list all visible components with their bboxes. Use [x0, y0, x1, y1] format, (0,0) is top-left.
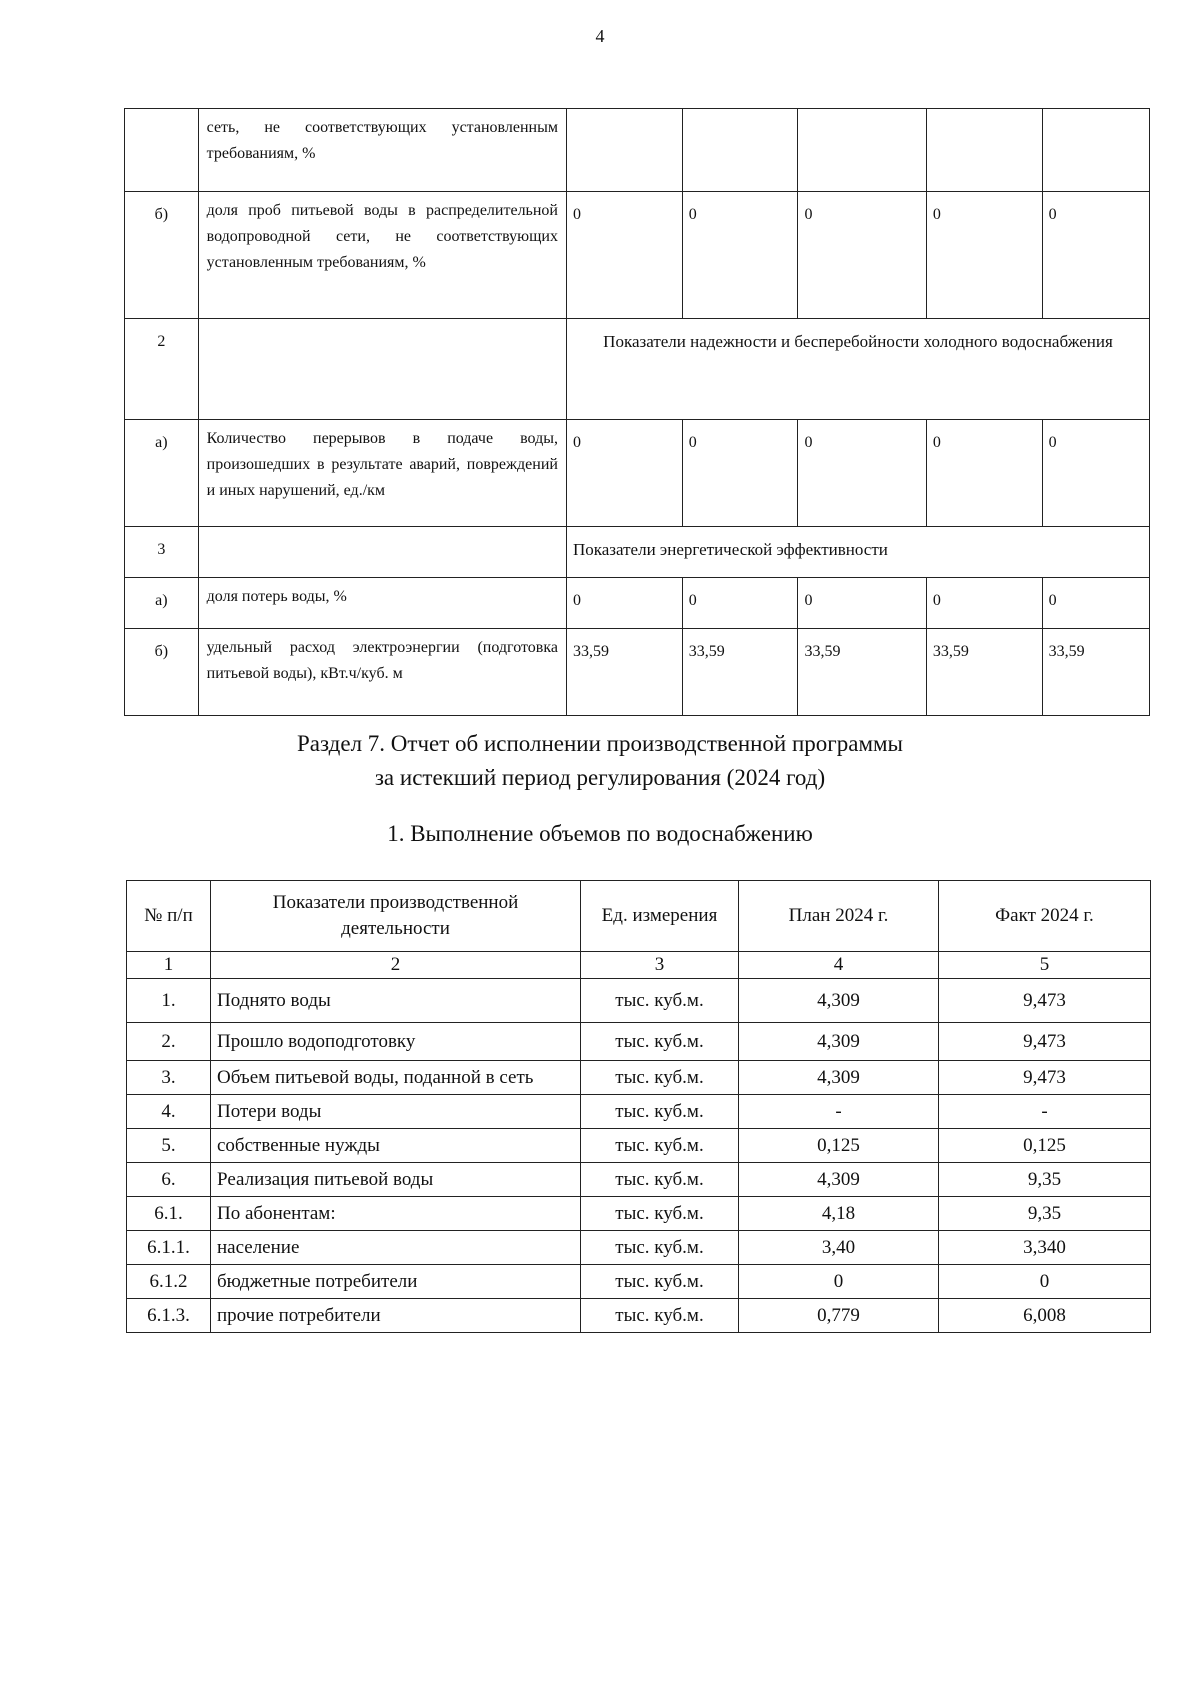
- row-description: доля проб питьевой воды в распределительной водопроводной сети, не соответствующих установленным требованиям, %: [198, 192, 566, 319]
- column-number-row: [127, 952, 1151, 979]
- row-name: население: [211, 1231, 581, 1265]
- table-row: [127, 1061, 1151, 1095]
- row-fact: 6,008: [939, 1299, 1151, 1333]
- column-number: 5: [939, 952, 1151, 979]
- row-description: удельный расход электроэнергии (подготовка питьевой воды), кВт.ч/куб. м: [198, 629, 566, 716]
- table-row: [125, 319, 1150, 420]
- row-plan: 0,779: [739, 1299, 939, 1333]
- table-row: [127, 1231, 1151, 1265]
- row-number: 3.: [127, 1061, 211, 1095]
- row-number: 6.1.2: [127, 1265, 211, 1299]
- value-cell: 0: [682, 578, 798, 629]
- table-row: [125, 192, 1150, 319]
- value-cell: [926, 109, 1042, 192]
- column-number: 4: [739, 952, 939, 979]
- section-title: Показатели надежности и бесперебойности холодного водоснабжения: [566, 319, 1149, 420]
- row-number: 5.: [127, 1129, 211, 1163]
- row-number: а): [125, 420, 199, 527]
- value-cell: 33,59: [682, 629, 798, 716]
- table-row: [127, 1163, 1151, 1197]
- header-cell: Факт 2024 г.: [939, 881, 1151, 952]
- value-cell: 0: [566, 420, 682, 527]
- value-cell: 0: [682, 192, 798, 319]
- row-unit: тыс. куб.м.: [581, 1265, 739, 1299]
- row-unit: тыс. куб.м.: [581, 1163, 739, 1197]
- row-name: Прошло водоподготовку: [211, 1023, 581, 1061]
- column-number: 1: [127, 952, 211, 979]
- table-row: [125, 420, 1150, 527]
- table-row: [125, 527, 1150, 578]
- row-unit: тыс. куб.м.: [581, 1061, 739, 1095]
- row-number: б): [125, 192, 199, 319]
- row-unit: тыс. куб.м.: [581, 979, 739, 1023]
- empty-cell: [198, 527, 566, 578]
- value-cell: 0: [566, 578, 682, 629]
- section-heading-line1: Раздел 7. Отчет об исполнении производственной программы: [296, 731, 904, 756]
- table-row: [127, 1299, 1151, 1333]
- value-cell: 33,59: [1042, 629, 1149, 716]
- value-cell: 0: [798, 420, 926, 527]
- row-fact: 0: [939, 1265, 1151, 1299]
- table-row: [125, 109, 1150, 192]
- row-number: 6.1.: [127, 1197, 211, 1231]
- row-plan: 3,40: [739, 1231, 939, 1265]
- row-number: 2.: [127, 1023, 211, 1061]
- empty-cell: [198, 319, 566, 420]
- header-cell: Ед. измерения: [581, 881, 739, 952]
- table-row: [127, 1197, 1151, 1231]
- row-fact: 9,35: [939, 1197, 1151, 1231]
- row-plan: 4,309: [739, 979, 939, 1023]
- row-name: Реализация питьевой воды: [211, 1163, 581, 1197]
- row-unit: тыс. куб.м.: [581, 1231, 739, 1265]
- row-fact: 9,35: [939, 1163, 1151, 1197]
- row-unit: тыс. куб.м.: [581, 1299, 739, 1333]
- row-number: 2: [125, 319, 199, 420]
- row-fact: 3,340: [939, 1231, 1151, 1265]
- table-row: [127, 1129, 1151, 1163]
- column-number: 3: [581, 952, 739, 979]
- header-row: [127, 881, 1151, 952]
- section-title: Показатели энергетической эффективности: [566, 527, 1149, 578]
- value-cell: [566, 109, 682, 192]
- row-description: Количество перерывов в подаче воды, произошедших в результате аварий, повреждений и иных нарушений, ед./км: [198, 420, 566, 527]
- value-cell: 0: [926, 420, 1042, 527]
- row-fact: -: [939, 1095, 1151, 1129]
- value-cell: 0: [798, 578, 926, 629]
- header-cell: План 2024 г.: [739, 881, 939, 952]
- row-name: собственные нужды: [211, 1129, 581, 1163]
- row-number: [125, 109, 199, 192]
- row-unit: тыс. куб.м.: [581, 1023, 739, 1061]
- value-cell: 0: [682, 420, 798, 527]
- value-cell: 0: [926, 578, 1042, 629]
- row-plan: -: [739, 1095, 939, 1129]
- row-fact: 9,473: [939, 979, 1151, 1023]
- table-row: [127, 1023, 1151, 1061]
- table-row: [125, 629, 1150, 716]
- row-name: бюджетные потребители: [211, 1265, 581, 1299]
- value-cell: 33,59: [926, 629, 1042, 716]
- row-number: 6.1.1.: [127, 1231, 211, 1265]
- row-number: 3: [125, 527, 199, 578]
- row-unit: тыс. куб.м.: [581, 1197, 739, 1231]
- value-cell: 0: [566, 192, 682, 319]
- table-row: [127, 979, 1151, 1023]
- water-supply-table: [126, 880, 1151, 1333]
- row-plan: 0: [739, 1265, 939, 1299]
- row-number: 4.: [127, 1095, 211, 1129]
- row-name: Объем питьевой воды, поданной в сеть: [211, 1061, 581, 1095]
- subheading: 1. Выполнение объемов по водоснабжению: [387, 821, 813, 846]
- row-name: По абонентам:: [211, 1197, 581, 1231]
- row-description: доля потерь воды, %: [198, 578, 566, 629]
- value-cell: 33,59: [798, 629, 926, 716]
- header-cell: Показатели производственной деятельности: [211, 881, 581, 952]
- value-cell: 0: [926, 192, 1042, 319]
- value-cell: 0: [1042, 420, 1149, 527]
- page-number: 4: [595, 26, 605, 46]
- row-number: 1.: [127, 979, 211, 1023]
- row-number: а): [125, 578, 199, 629]
- value-cell: 0: [1042, 578, 1149, 629]
- value-cell: [1042, 109, 1149, 192]
- indicators-table: [124, 108, 1150, 716]
- row-number: 6.: [127, 1163, 211, 1197]
- row-plan: 4,309: [739, 1023, 939, 1061]
- row-number: б): [125, 629, 199, 716]
- row-plan: 4,309: [739, 1163, 939, 1197]
- row-plan: 0,125: [739, 1129, 939, 1163]
- table-row: [127, 1095, 1151, 1129]
- row-fact: 9,473: [939, 1023, 1151, 1061]
- row-name: Потери воды: [211, 1095, 581, 1129]
- row-description: сеть, не соответствующих установленным требованиям, %: [198, 109, 566, 192]
- value-cell: 0: [1042, 192, 1149, 319]
- row-number: 6.1.3.: [127, 1299, 211, 1333]
- value-cell: [682, 109, 798, 192]
- row-unit: тыс. куб.м.: [581, 1095, 739, 1129]
- row-unit: тыс. куб.м.: [581, 1129, 739, 1163]
- section-heading-line2: за истекший период регулирования (2024 год): [374, 765, 826, 790]
- row-plan: 4,309: [739, 1061, 939, 1095]
- column-number: 2: [211, 952, 581, 979]
- header-cell: № п/п: [127, 881, 211, 952]
- table-row: [127, 1265, 1151, 1299]
- row-name: Поднято воды: [211, 979, 581, 1023]
- value-cell: [798, 109, 926, 192]
- row-fact: 0,125: [939, 1129, 1151, 1163]
- value-cell: 33,59: [566, 629, 682, 716]
- table-row: [125, 578, 1150, 629]
- row-name: прочие потребители: [211, 1299, 581, 1333]
- value-cell: 0: [798, 192, 926, 319]
- row-fact: 9,473: [939, 1061, 1151, 1095]
- row-plan: 4,18: [739, 1197, 939, 1231]
